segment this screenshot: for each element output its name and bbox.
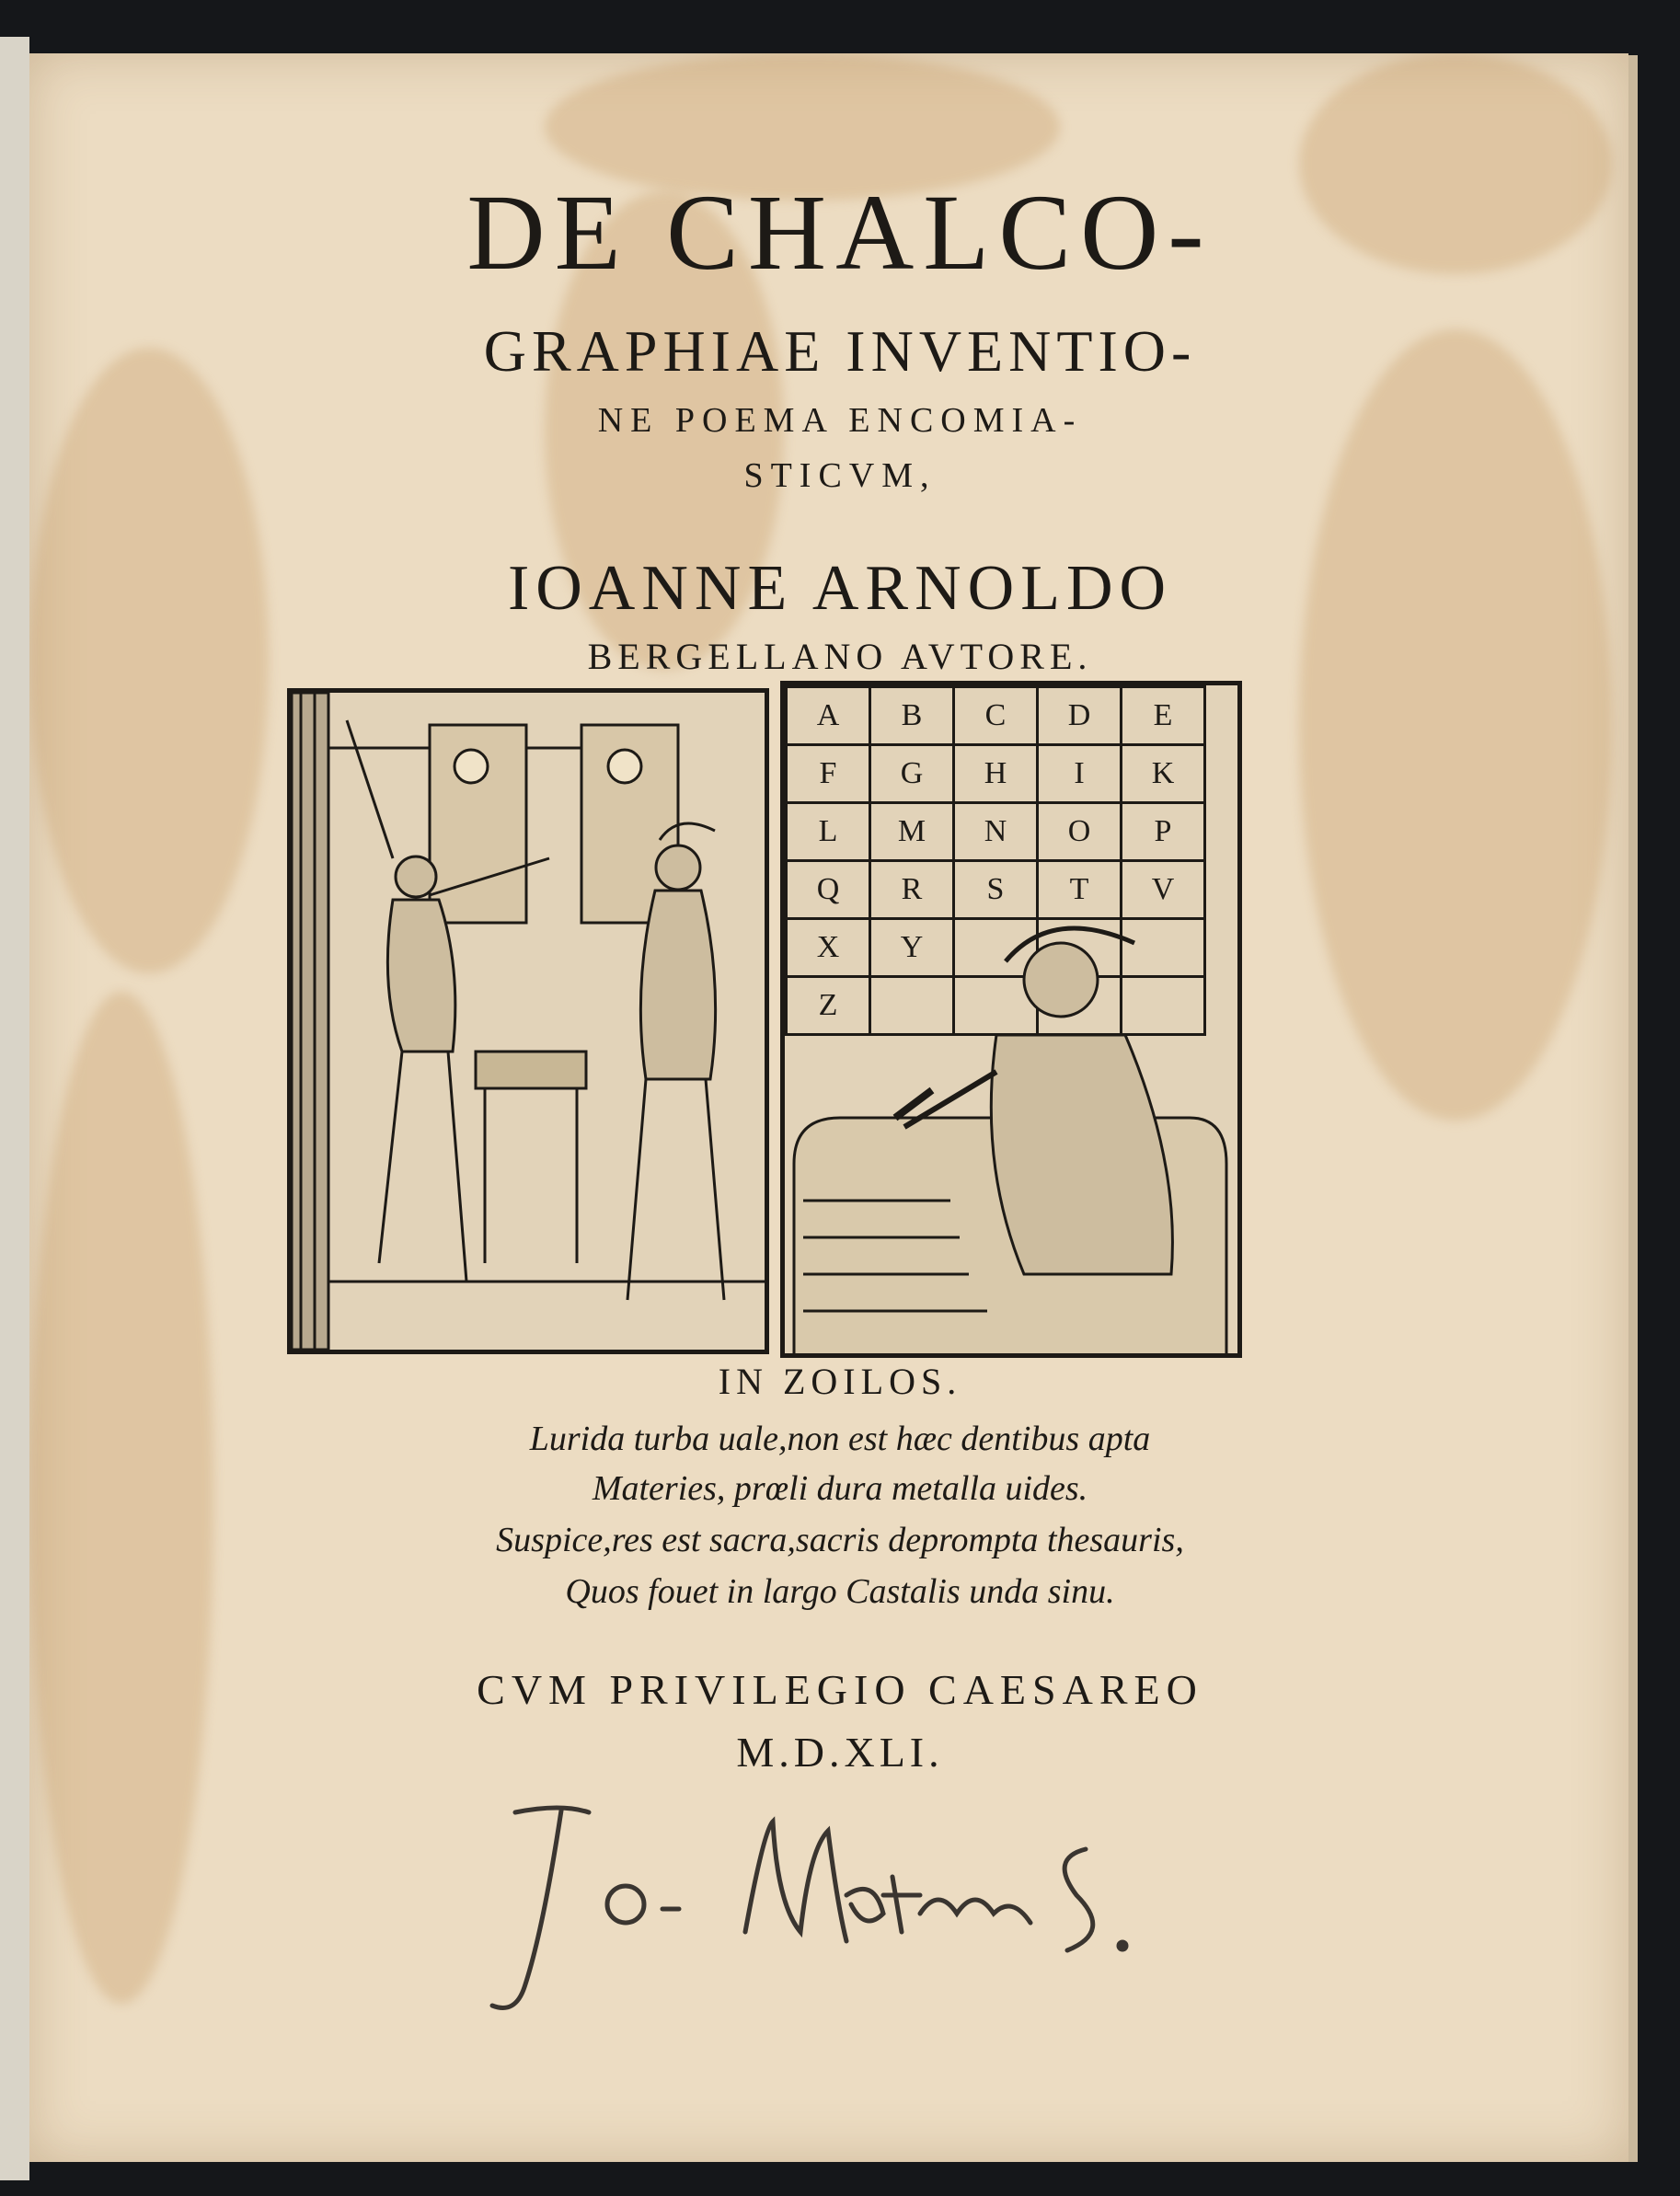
epigram-line-2: Materies, prœli dura metalla uides. bbox=[592, 1469, 1088, 1508]
alphabet-grid-cell: M bbox=[870, 803, 954, 861]
imprint-year: M.D.XLI. bbox=[736, 1729, 944, 1776]
epigram-line-4: Quos fouet in largo Castalis unda sinu. bbox=[565, 1572, 1115, 1611]
author-origin: BERGELLANO AVTORE. bbox=[587, 636, 1093, 677]
title-line-4: STICVM, bbox=[743, 456, 937, 495]
alphabet-grid-cell: B bbox=[870, 687, 954, 745]
epigram-heading: IN ZOILOS. bbox=[718, 1361, 962, 1402]
alphabet-grid-cell: G bbox=[870, 745, 954, 803]
alphabet-grid-cell: S bbox=[954, 861, 1038, 919]
alphabet-grid-cell: N bbox=[954, 803, 1038, 861]
woodcut-type-case bbox=[780, 681, 1242, 1358]
title-line-1: DE CHALCO- bbox=[466, 172, 1214, 293]
alphabet-grid-cell: O bbox=[1038, 803, 1122, 861]
alphabet-grid-cell: A bbox=[787, 687, 870, 745]
alphabet-grid-cell: X bbox=[787, 919, 870, 977]
alphabet-grid-cell: I bbox=[1038, 745, 1122, 803]
printing-press-illustration bbox=[292, 693, 765, 1350]
alphabet-grid-cell: K bbox=[1122, 745, 1205, 803]
epigram-line-3: Suspice,res est sacra,sacris deprompta thesauris, bbox=[496, 1521, 1184, 1559]
alphabet-grid-cell: R bbox=[870, 861, 954, 919]
water-stain bbox=[1299, 329, 1612, 1121]
epigram-line-1: Lurida turba uale,non est hæc dentibus apta bbox=[529, 1420, 1151, 1458]
alphabet-grid-cell: L bbox=[787, 803, 870, 861]
woodcut-printing-press bbox=[287, 688, 769, 1354]
alphabet-grid-cell: Y bbox=[870, 919, 954, 977]
alphabet-grid-cell: C bbox=[954, 687, 1038, 745]
alphabet-grid-cell: T bbox=[1038, 861, 1122, 919]
alphabet-grid-cell: E bbox=[1122, 687, 1205, 745]
alphabet-grid-cell: V bbox=[1122, 861, 1205, 919]
title-line-2: GRAPHIAE INVENTIO- bbox=[483, 318, 1197, 384]
alphabet-grid-cell: H bbox=[954, 745, 1038, 803]
author-name: IOANNE ARNOLDO bbox=[507, 553, 1173, 624]
title-line-3: NE POEMA ENCOMIA- bbox=[597, 401, 1083, 440]
alphabet-grid-cell: P bbox=[1122, 803, 1205, 861]
alphabet-grid-cell: F bbox=[787, 745, 870, 803]
alphabet-grid-cell: D bbox=[1038, 687, 1122, 745]
handwritten-signature bbox=[442, 1794, 1362, 2052]
alphabet-grid-cell: Z bbox=[787, 977, 870, 1035]
imprint-privilege: CVM PRIVILEGIO CAESAREO bbox=[477, 1666, 1203, 1713]
alphabet-grid-cell: Q bbox=[787, 861, 870, 919]
seated-compositor-illustration bbox=[785, 685, 1237, 1353]
